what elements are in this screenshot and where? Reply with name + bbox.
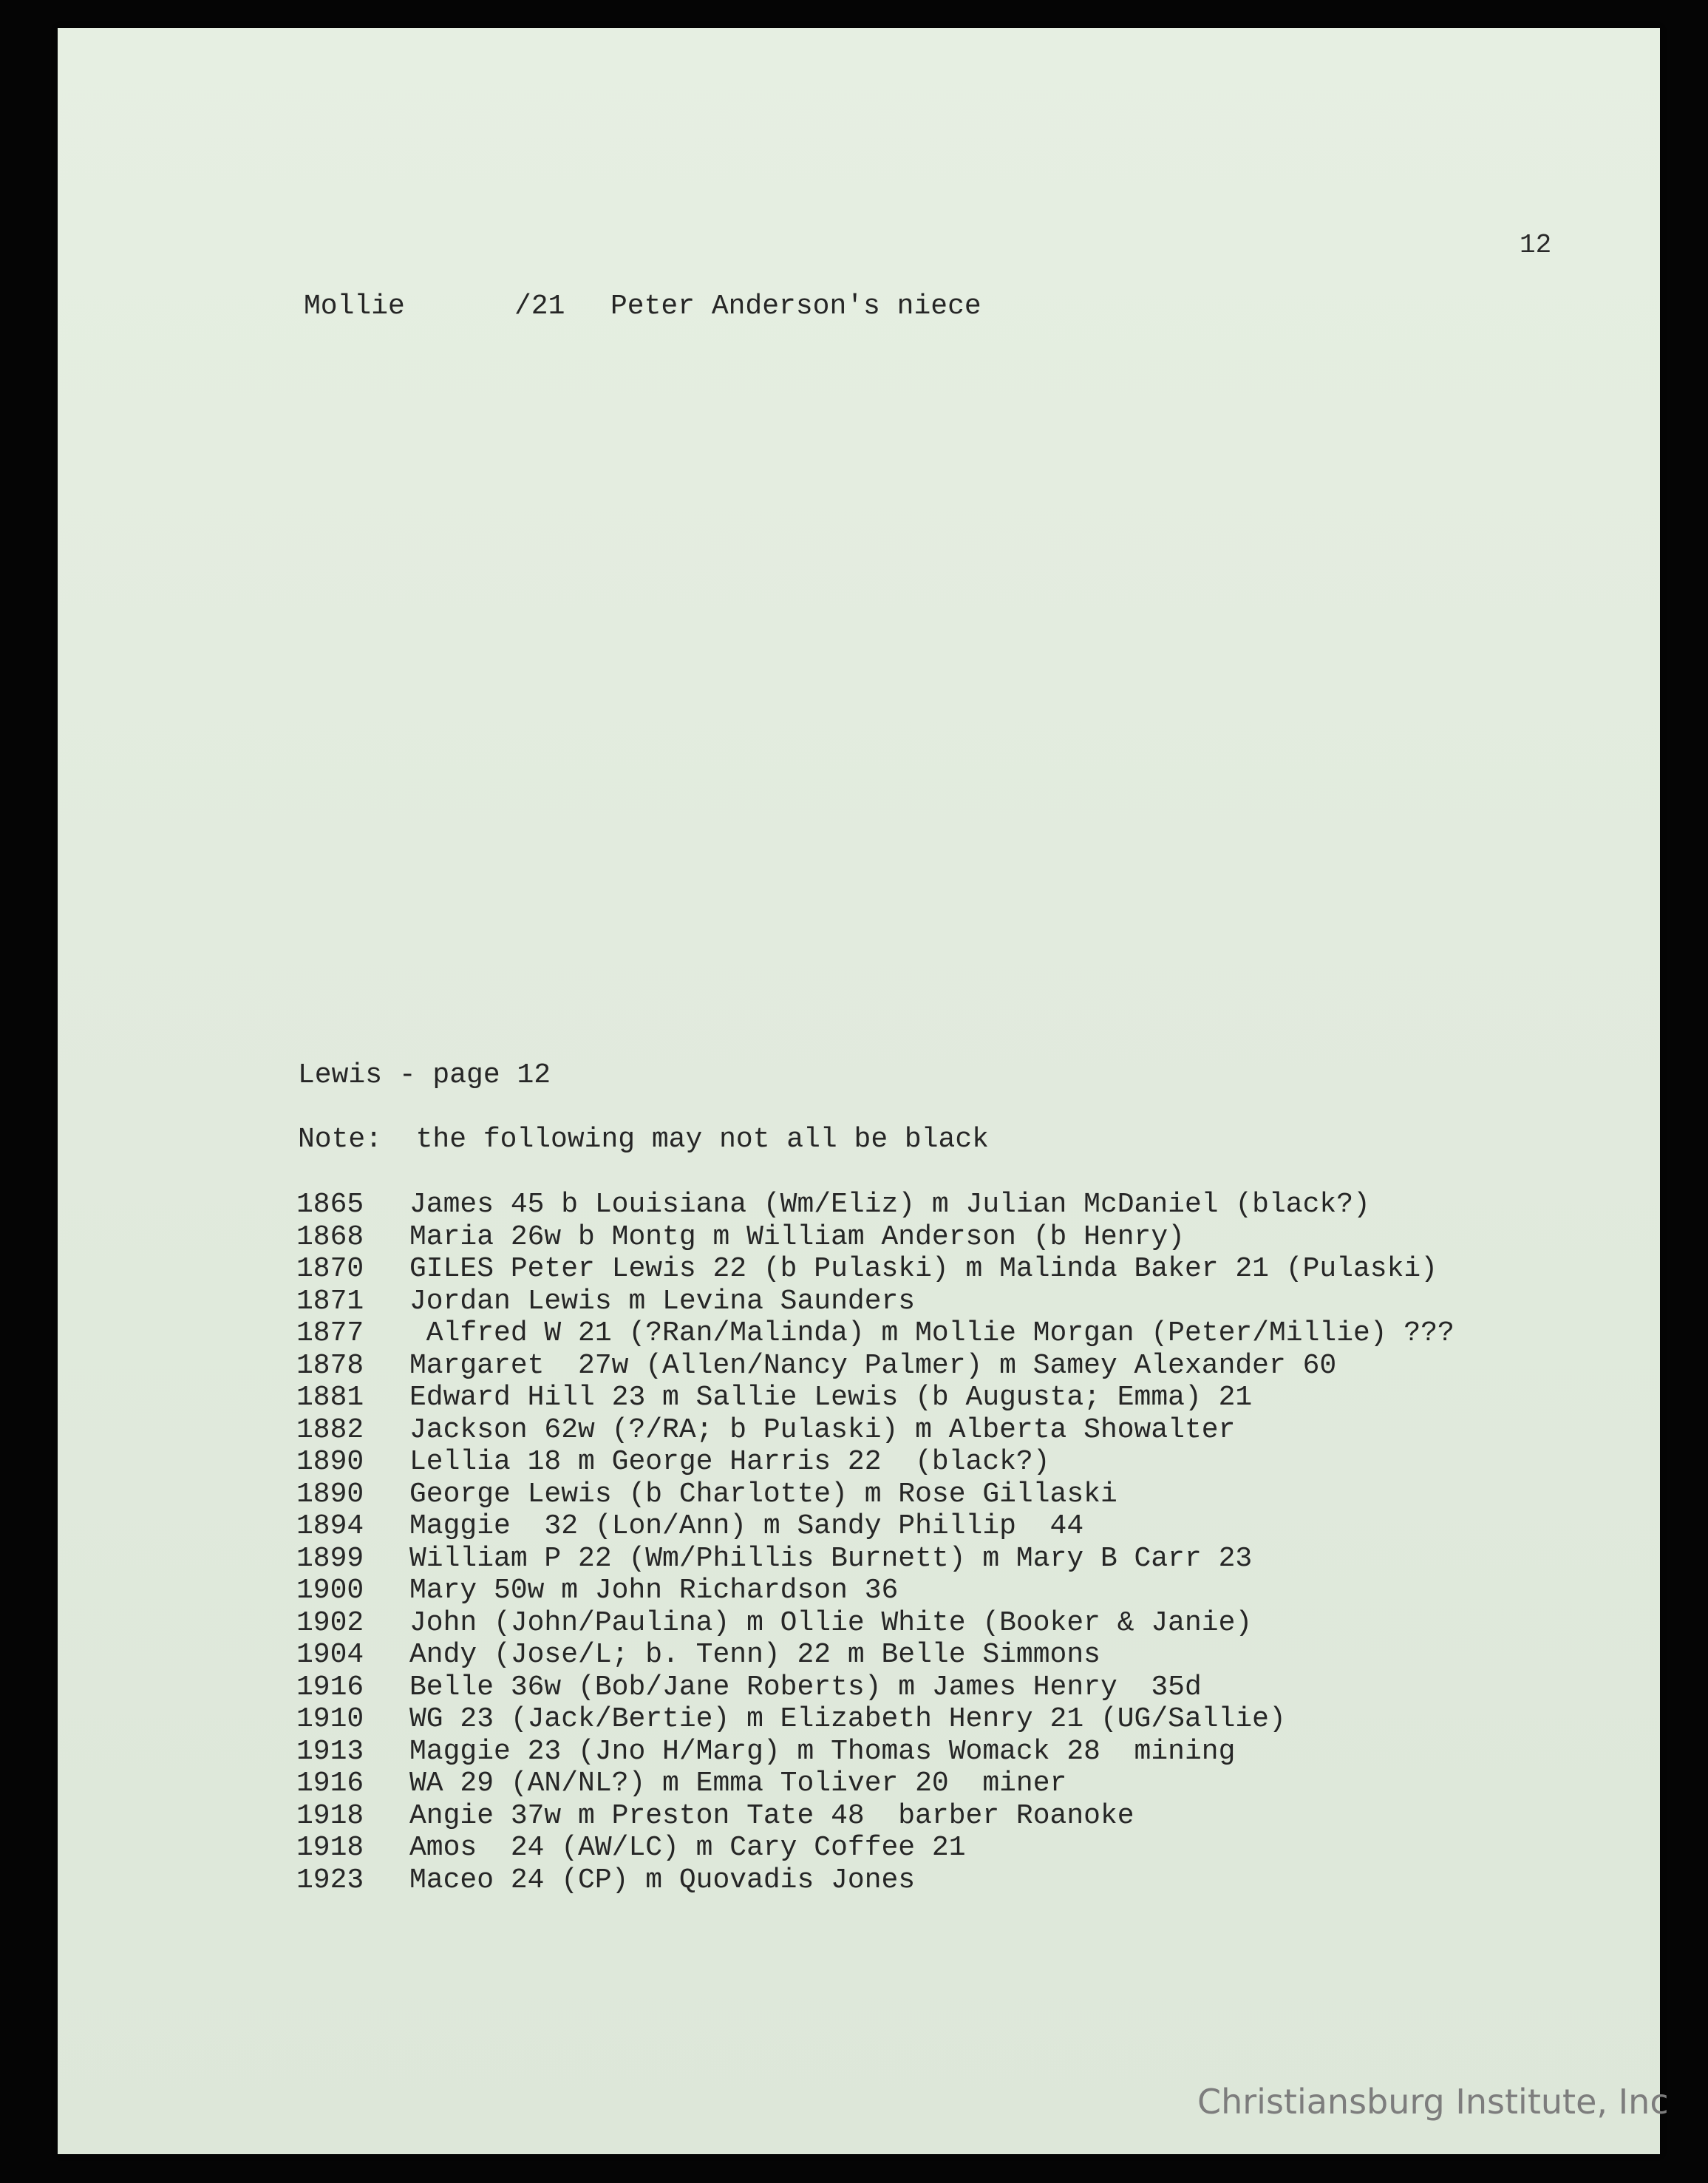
record-row <box>296 1478 1560 1511</box>
record-row <box>296 1607 1560 1640</box>
record-row <box>296 1800 1560 1833</box>
record-text: Alfred W 21 (?Ran/Malinda) m Mollie Morgan (Peter/Millie) ??? <box>409 1317 1454 1349</box>
record-text: James 45 b Louisiana (Wm/Eliz) m Julian McDaniel (black?) <box>409 1189 1370 1220</box>
record-text: William P 22 (Wm/Phillis Burnett) m Mary B Carr 23 <box>409 1542 1253 1575</box>
record-row <box>296 1253 1560 1286</box>
record-row <box>296 1575 1560 1607</box>
record-text: Maggie 23 (Jno H/Marg) m Thomas Womack 28 mining <box>409 1735 1236 1768</box>
record-row <box>296 1510 1560 1543</box>
record-row <box>296 1189 1560 1221</box>
document-page <box>58 28 1669 2154</box>
record-year: 1870 <box>296 1253 364 1285</box>
record-text: George Lewis (b Charlotte) m Rose Gillaski <box>409 1478 1117 1510</box>
record-row <box>296 1768 1560 1800</box>
record-year: 1868 <box>296 1220 364 1253</box>
header-name: Mollie <box>304 291 405 322</box>
record-year: 1881 <box>296 1382 364 1413</box>
record-year: 1877 <box>296 1317 364 1349</box>
record-row <box>296 1446 1560 1478</box>
record-text: Andy (Jose/L; b. Tenn) 22 m Belle Simmons <box>409 1639 1100 1671</box>
record-row <box>296 1317 1560 1350</box>
note-text: Note: the following may not all be black <box>298 1124 989 1155</box>
record-year: 1865 <box>296 1189 364 1220</box>
record-row <box>296 1864 1560 1897</box>
record-row <box>296 1832 1560 1864</box>
record-text: WA 29 (AN/NL?) m Emma Toliver 20 miner <box>409 1768 1067 1799</box>
record-year: 1916 <box>296 1768 364 1799</box>
record-year: 1882 <box>296 1413 364 1446</box>
record-year: 1913 <box>296 1735 364 1768</box>
record-year: 1918 <box>296 1832 364 1864</box>
record-row <box>296 1671 1560 1704</box>
record-text: Belle 36w (Bob/Jane Roberts) m James Henry 35d <box>409 1671 1202 1703</box>
section-title: Lewis - page 12 <box>298 1059 551 1091</box>
record-text: Jackson 62w (?/RA; b Pulaski) m Alberta Showalter <box>409 1413 1236 1446</box>
record-row <box>296 1639 1560 1671</box>
record-text: Mary 50w m John Richardson 36 <box>409 1575 899 1606</box>
record-year: 1910 <box>296 1703 364 1735</box>
record-year: 1900 <box>296 1575 364 1606</box>
header-entry <box>304 291 981 322</box>
record-year: 1916 <box>296 1671 364 1703</box>
header-age: /21 <box>514 291 565 322</box>
record-text: Maria 26w b Montg m William Anderson (b Henry) <box>409 1220 1185 1253</box>
record-text: Margaret 27w (Allen/Nancy Palmer) m Samey Alexander 60 <box>409 1349 1337 1382</box>
record-text: Edward Hill 23 m Sallie Lewis (b Augusta; Emma) 21 <box>409 1382 1253 1413</box>
record-year: 1899 <box>296 1542 364 1575</box>
record-text: Maggie 32 (Lon/Ann) m Sandy Phillip 44 <box>409 1510 1084 1542</box>
record-year: 1918 <box>296 1799 364 1832</box>
record-text: Maceo 24 (CP) m Quovadis Jones <box>409 1864 916 1896</box>
record-text: WG 23 (Jack/Bertie) m Elizabeth Henry 21 (UG/Sallie) <box>409 1703 1286 1735</box>
record-text: Jordan Lewis m Levina Saunders <box>409 1285 916 1317</box>
record-text: John (John/Paulina) m Ollie White (Booker & Janie) <box>409 1606 1253 1639</box>
records-list <box>296 1189 1560 1896</box>
record-year: 1904 <box>296 1639 364 1671</box>
record-row <box>296 1703 1560 1736</box>
record-year: 1890 <box>296 1446 364 1478</box>
record-text: Angie 37w m Preston Tate 48 barber Roanoke <box>409 1799 1134 1832</box>
page-number: 12 <box>1520 230 1552 260</box>
record-year: 1871 <box>296 1285 364 1317</box>
record-year: 1890 <box>296 1478 364 1510</box>
record-row <box>296 1221 1560 1254</box>
record-row <box>296 1350 1560 1382</box>
record-row <box>296 1414 1560 1447</box>
record-row <box>296 1736 1560 1768</box>
record-row <box>296 1286 1560 1318</box>
record-row <box>296 1382 1560 1414</box>
record-row <box>296 1543 1560 1575</box>
watermark: Christiansburg Institute, Inc <box>1197 2082 1669 2122</box>
record-year: 1923 <box>296 1864 364 1896</box>
record-text: Amos 24 (AW/LC) m Cary Coffee 21 <box>409 1832 966 1864</box>
record-year: 1894 <box>296 1510 364 1542</box>
record-year: 1878 <box>296 1349 364 1382</box>
header-relation: Peter Anderson's niece <box>610 291 981 322</box>
record-text: GILES Peter Lewis 22 (b Pulaski) m Malinda Baker 21 (Pulaski) <box>409 1253 1438 1285</box>
record-text: Lellia 18 m George Harris 22 (black?) <box>409 1446 1050 1478</box>
record-year: 1902 <box>296 1606 364 1639</box>
